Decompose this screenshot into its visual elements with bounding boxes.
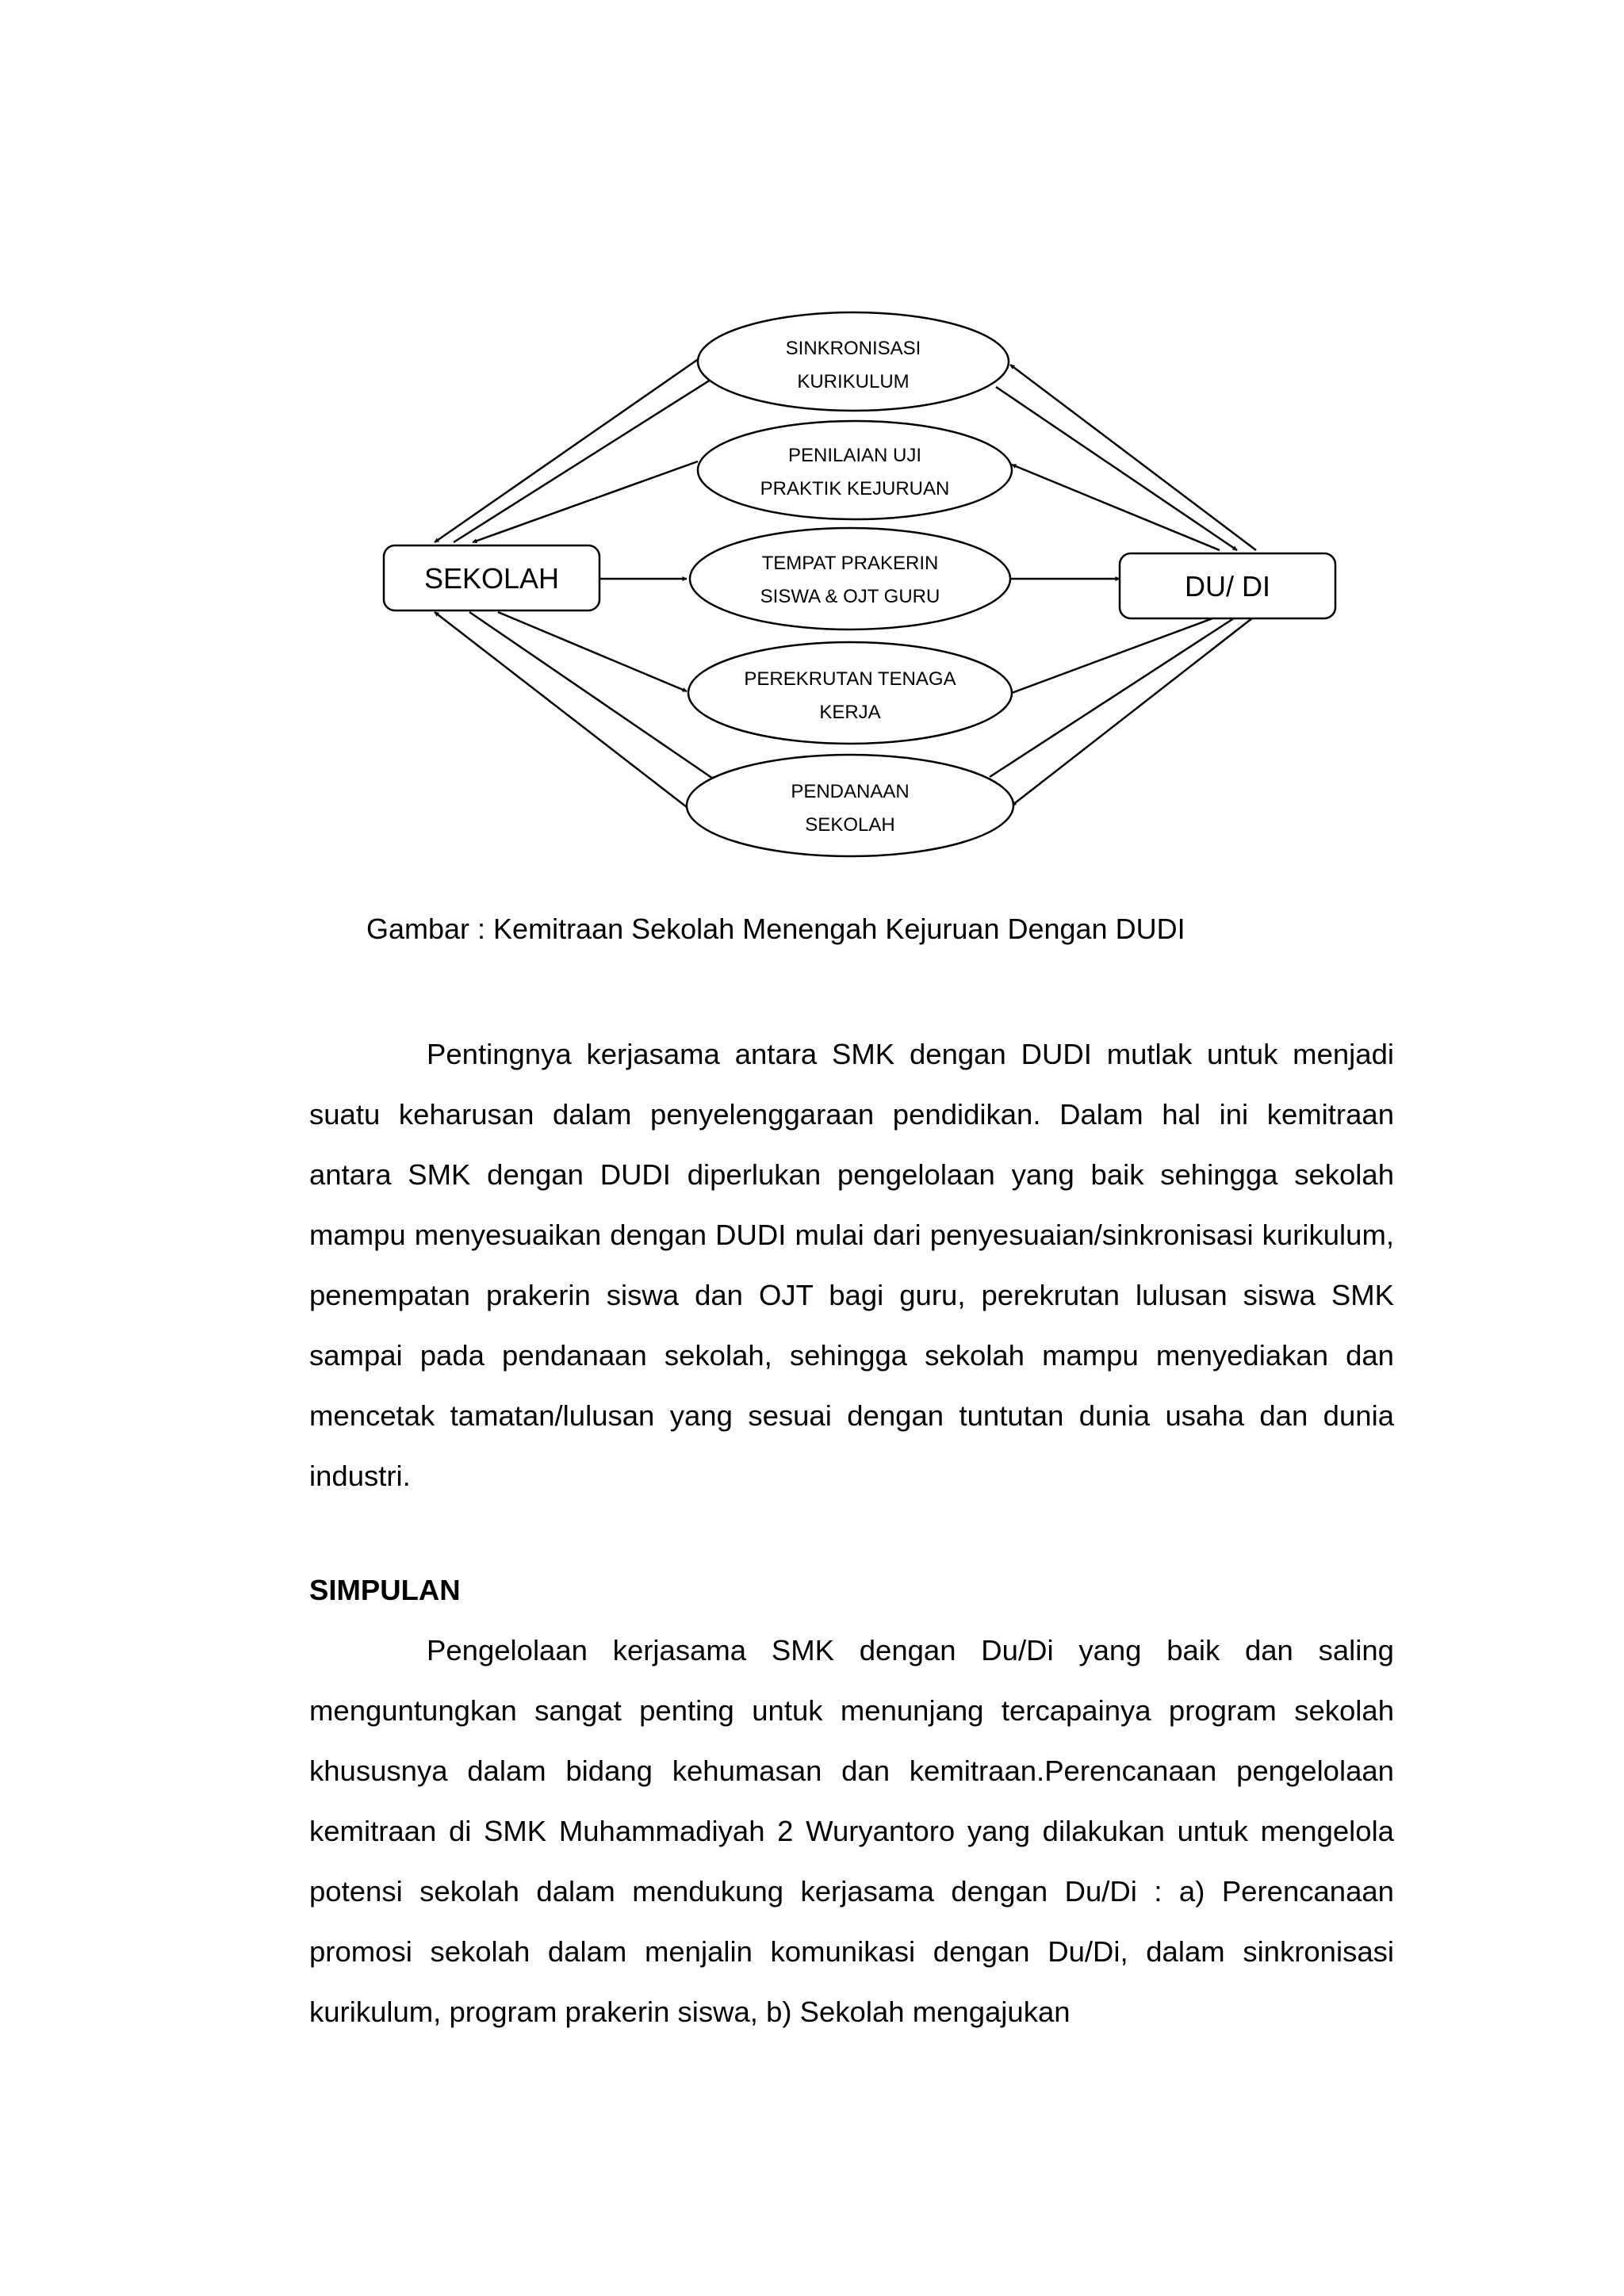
ellipse-penilaian-line1: PENILAIAN UJI: [787, 445, 922, 466]
node-sekolah: [384, 545, 599, 610]
arrow-dudi-to-pendanaan: [1012, 615, 1256, 806]
dudi-label: DU/ DI: [1185, 570, 1270, 603]
ellipse-sinkronisasi-line1: SINKRONISASI: [785, 338, 921, 359]
ellipse-prakerin-line1: TEMPAT PRAKERIN: [761, 553, 939, 574]
body-paragraph-1: [309, 1024, 1394, 1506]
ellipse-pendanaan-line1: PENDANAAN: [791, 781, 910, 802]
ellipse-perekrutan: [688, 642, 1012, 744]
figure-caption: Gambar : Kemitraan Sekolah Menengah Kejuruan Dengan DUDI: [366, 913, 1185, 945]
partnership-diagram: [0, 0, 1624, 888]
ellipse-pendanaan-line2: SEKOLAH: [805, 814, 895, 836]
arrow-dudi-to-sinkronisasi: [1010, 365, 1256, 550]
ellipse-pendanaan: [687, 755, 1013, 856]
ellipse-sinkronisasi: [698, 312, 1009, 411]
ellipse-prakerin-line2: SISWA & OJT GURU: [760, 586, 940, 607]
ellipse-perekrutan-line2: KERJA: [819, 702, 881, 723]
ellipse-penilaian-line2: PRAKTIK KEJURUAN: [760, 478, 950, 499]
ellipse-penilaian: [698, 421, 1012, 519]
paragraph-1-text: Pentingnya kerjasama antara SMK dengan DUDI mutlak untuk menjadi suatu keharusan dalam penyelenggaraan pendidikan. Dalam hal ini kemitraan antara SMK dengan DUDI diperlukan pengelolaan yang baik sehingga sekolah mampu menyesuaikan dengan DUDI mulai dari penyesuaian/sinkronisasi kurikulum, penempatan prakerin siswa dan OJT bagi guru, perekrutan lulusan siswa SMK sampai pada pendanaan sekolah, sehingga sekolah mampu menyediakan dan mencetak tamatan/lulusan yang sesuai dengan tuntutan dunia usaha dan dunia industri.: [309, 1038, 1394, 1492]
ellipse-sinkronisasi-line2: KURIKULUM: [797, 371, 910, 392]
ellipse-perekrutan-line1: PEREKRUTAN TENAGA: [744, 668, 956, 690]
arrow-perekrutan-to-dudi: [1012, 615, 1221, 693]
node-dudi: [1120, 553, 1335, 618]
section-heading-simpulan: SIMPULAN: [309, 1574, 461, 1606]
body-paragraph-2: [309, 1621, 1394, 2042]
arrow-sinkronisasi-to-sekolah: [435, 358, 699, 542]
arrow-sinkronisasi-to-dudi: [996, 387, 1237, 550]
arrow-sekolah-to-sinkronisasi: [454, 376, 717, 542]
arrow-dudi-to-penilaian: [1012, 465, 1220, 550]
ellipse-prakerin: [690, 528, 1010, 629]
paragraph-2-text: Pengelolaan kerjasama SMK dengan Du/Di yang baik dan saling menguntungkan sangat penting untuk menunjang tercapainya program sekolah khususnya dalam bidang kehumasan dan kemitraan.Perencanaan pengelolaan kemitraan di SMK Muhammadiyah 2 Wuryantoro yang dilakukan untuk mengelola potensi sekolah dalam mendukung kerjasama dengan Du/Di : a) Perencanaan promosi sekolah dalam menjalin komunikasi dengan Du/Di, dalam sinkronisasi kurikulum, program prakerin siswa, b) Sekolah mengajukan: [309, 1634, 1394, 2028]
sekolah-label: SEKOLAH: [423, 562, 560, 595]
arrow-sekolah-to-pendanaan: [469, 612, 715, 780]
arrow-pendanaan-to-dudi: [990, 615, 1239, 777]
arrow-pendanaan-to-sekolah: [435, 612, 687, 807]
arrow-penilaian-to-sekolah: [473, 461, 698, 542]
